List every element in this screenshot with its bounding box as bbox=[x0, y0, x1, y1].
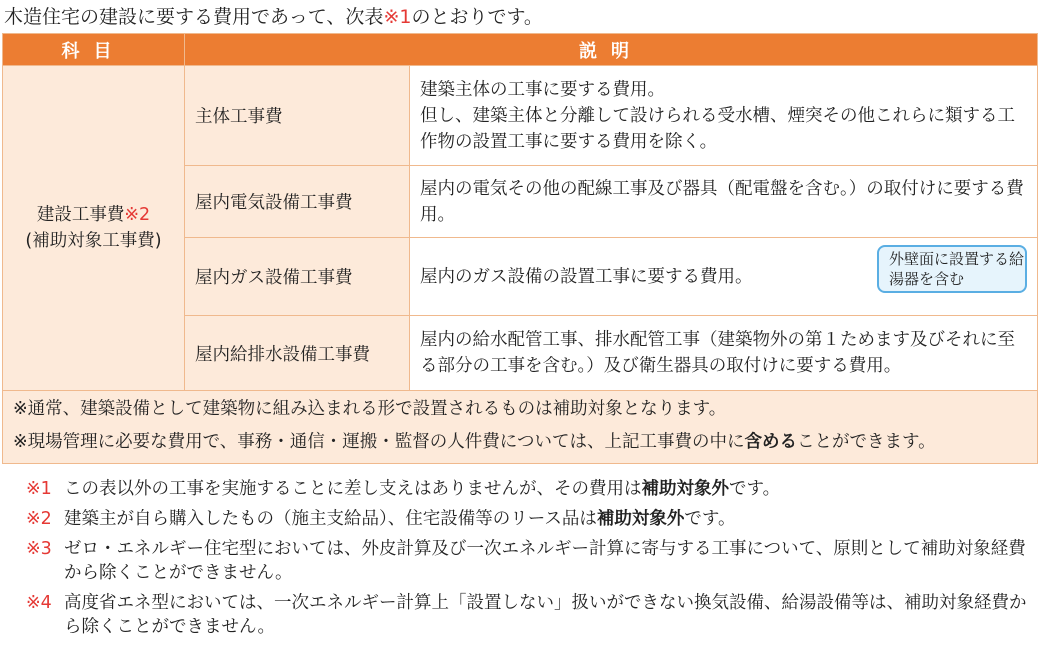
note2-before: ※現場管理に必要な費用で、事務・通信・運搬・監督の人件費については、上記工事費の中に bbox=[13, 432, 745, 452]
footnote-2 bbox=[26, 507, 1034, 531]
desc-plumbing bbox=[410, 316, 1038, 391]
footnote-text: ゼロ・エネルギー住宅型においては、外皮計算及び一次エネルギー計算に寄与する工事について、原則として補助対象経費から除くことができません。 bbox=[64, 539, 1026, 583]
footnote-bold: 補助対象外 bbox=[641, 479, 729, 499]
desc-line: 屋内の電気その他の配線工事及び器具（配電盤を含む。）の取付けに要する費用。 bbox=[420, 178, 1024, 225]
footnote-mark: ※2 bbox=[26, 509, 52, 529]
note2-after: ことができます。 bbox=[796, 432, 936, 452]
footnote-3 bbox=[26, 537, 1034, 585]
footnote-before: 建築主が自ら購入したもの（施主支給品）、住宅設備等のリース品は bbox=[64, 509, 597, 529]
item-plumbing: 屋内給排水設備工事費 bbox=[185, 316, 410, 391]
header-explanation: 説明 bbox=[185, 34, 1038, 66]
footnote-after: です。 bbox=[684, 509, 736, 529]
note-embedded-equipment: ※通常、建築設備として建築物に組み込まれる形で設置されるものは補助対象となります。 bbox=[13, 399, 727, 419]
footnote-mark: ※1 bbox=[26, 479, 52, 499]
footnote-1 bbox=[26, 477, 1034, 501]
intro-after: のとおりです。 bbox=[411, 6, 543, 28]
desc-gas bbox=[410, 238, 1038, 316]
footnote-bold: 補助対象外 bbox=[596, 509, 685, 529]
footnote-before: この表以外の工事を実施することに差し支えはありませんが、その費用は bbox=[64, 479, 642, 499]
footnote-text bbox=[64, 477, 1034, 501]
footnote-after: です。 bbox=[729, 479, 781, 499]
footnote-mark: ※3 bbox=[26, 539, 52, 559]
category-ref: ※2 bbox=[124, 205, 151, 225]
desc-line: 屋内の給水配管工事、排水配管工事（建築物外の第１ためます及びそれに至る部分の工事を含む。）及び衛生器具の取付けに要する費用。 bbox=[420, 330, 1015, 376]
desc-line: 屋内のガス設備の設置工事に要する費用。 bbox=[420, 266, 753, 287]
intro-before: 木造住宅の建設に要する費用であって、次表 bbox=[4, 6, 384, 28]
intro-text bbox=[4, 4, 543, 30]
desc-line: 但し、建築主体と分離して設けられる受水槽、煙突その他これらに類する工作物の設置工事に要する費用を除く。 bbox=[420, 105, 1015, 152]
item-electrical: 屋内電気設備工事費 bbox=[185, 166, 410, 238]
header-category: 科目 bbox=[3, 34, 185, 66]
footnote-mark: ※4 bbox=[26, 593, 52, 613]
item-gas: 屋内ガス設備工事費 bbox=[185, 238, 410, 316]
footnote-4 bbox=[26, 591, 1034, 639]
desc-main-construction bbox=[410, 66, 1038, 166]
desc-line: 建築主体の工事に要する費用。 bbox=[420, 79, 665, 100]
item-main-construction: 主体工事費 bbox=[185, 66, 410, 166]
footnote-text: 高度省エネ型においては、一次エネルギー計算上「設置しない」扱いができない換気設備、給湯設備等は、補助対象経費から除くことができません。 bbox=[64, 593, 1027, 637]
category-sublabel: (補助対象工事費) bbox=[25, 231, 162, 251]
note2-bold: 含める bbox=[744, 432, 797, 452]
footnotes bbox=[26, 477, 1034, 645]
note-site-management bbox=[13, 430, 1027, 455]
expense-table bbox=[2, 33, 1038, 464]
table-notes bbox=[3, 391, 1038, 464]
intro-ref: ※1 bbox=[383, 6, 412, 28]
water-heater-callout: 外壁面に設置する給湯器を含む bbox=[877, 245, 1027, 293]
category-label: 建設工事費 bbox=[36, 205, 125, 225]
desc-electrical bbox=[410, 166, 1038, 238]
category-cell bbox=[3, 66, 185, 391]
footnote-text bbox=[64, 507, 1034, 531]
